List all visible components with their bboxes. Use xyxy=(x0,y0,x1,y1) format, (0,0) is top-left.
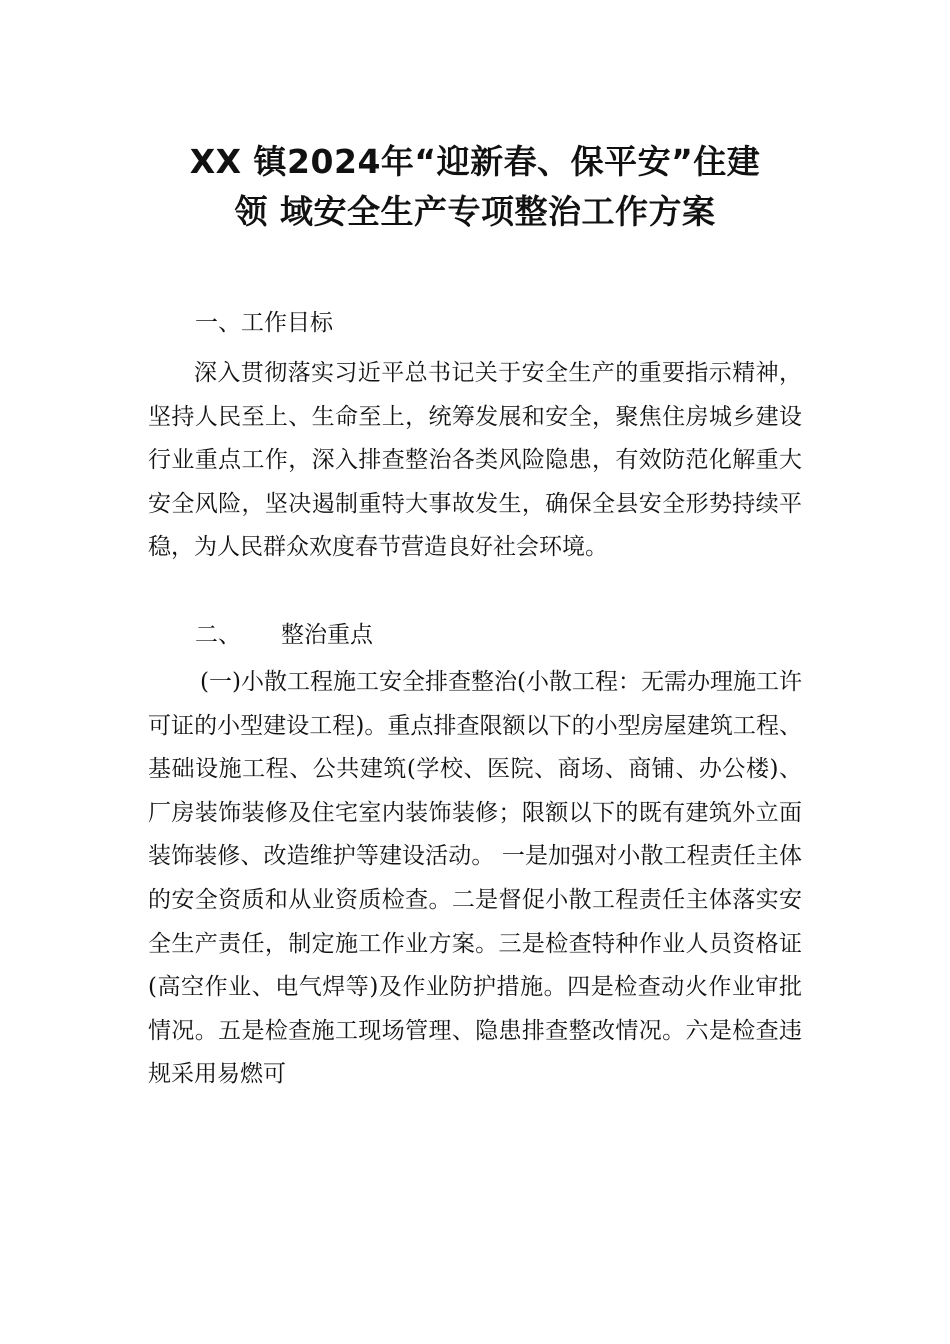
document-title-line-1: XX 镇2024年“迎新春、保平安”住建 xyxy=(189,142,761,181)
section-1-heading: 一、工作目标 xyxy=(195,310,333,336)
section-2-heading xyxy=(195,615,373,655)
document-title-line-2: 领 域安全生产专项整治工作方案 xyxy=(234,192,716,231)
section-2-paragraph: (一)小散工程施工安全排查整治(小散工程：无需办理施工许可证的小型建设工程)。重点排查限额以下的小型房屋建筑工程、基础设施工程、公共建筑(学校、医院、商场、商铺、办公楼)、厂房装饰装修及住宅室内装饰装修；限额以下的既有建筑外立面装饰装修、改造维护等建设活动。 一是加强对小散工程责任主体的安全资质和从业资质检查。二是督促小散工程责任主体落实安全生产责任，制定施工作业方案。三是检查特种作业人员资格证(高空作业、电气焊等)及作业防护措施。四是检查动火作业审批情况。五是检查施工现场管理、隐患排查整改情况。六是检查违规采用易燃可 xyxy=(148,669,802,1088)
section-2-heading-number: 二、 xyxy=(195,622,241,648)
section-1-paragraph: 深入贯彻落实习近平总书记关于安全生产的重要指示精神，坚持人民至上、生命至上，统筹发展和安全，聚焦住房城乡建设行业重点工作，深入排查整治各类风险隐患，有效防范化解重大安全风险，坚决遏制重特大事故发生，确保全县安全形势持续平稳，为人民群众欢度春节营造良好社会环境。 xyxy=(148,360,802,561)
section-2-heading-text: 整治重点 xyxy=(281,622,373,648)
